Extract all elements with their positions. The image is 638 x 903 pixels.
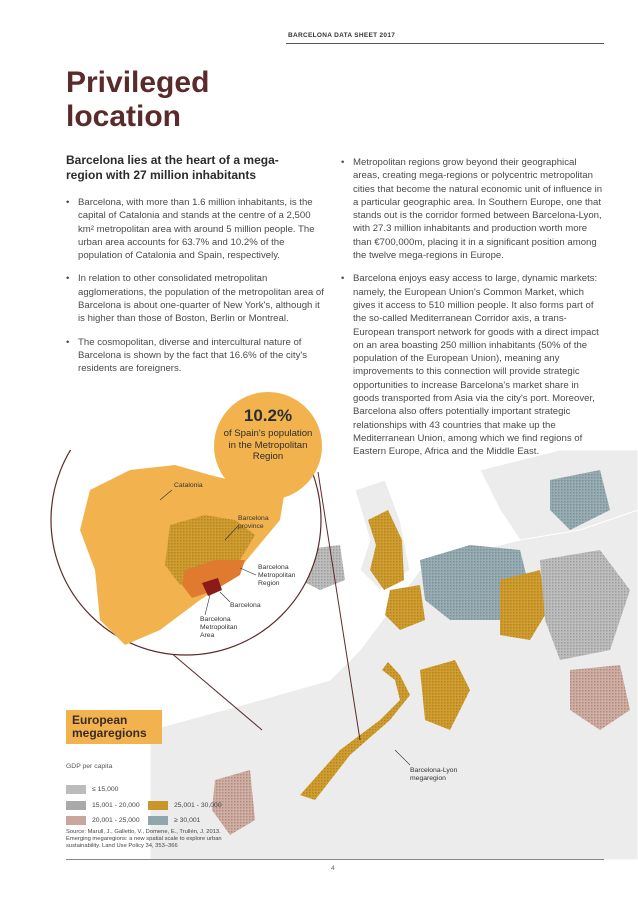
legend-label-2: 15,001 - 20,000 <box>92 802 140 809</box>
stat-value: 10.2% <box>243 406 293 425</box>
header-title: BARCELONA DATA SHEET 2017 <box>288 32 396 39</box>
page-title <box>66 66 286 134</box>
page-title-line-2: location <box>66 100 182 133</box>
label-metropolitan-area: Barcelona Metropolitan Area <box>200 616 238 639</box>
legend-label-4: 25,001 - 30,000 <box>174 802 222 809</box>
left-column <box>66 196 326 386</box>
legend-swatch-5 <box>148 816 168 825</box>
legend-swatch-4 <box>148 801 168 810</box>
gdp-label: GDP per capita <box>66 763 113 770</box>
page-title-line-1: Privileged <box>66 66 210 99</box>
legend-title-line-1: European <box>72 713 128 727</box>
label-metropolitan-region: Barcelona Metropolitan Region <box>258 564 296 587</box>
legend-label-1: ≤ 15,000 <box>92 786 119 793</box>
legend-swatch-3 <box>66 816 86 825</box>
right-bullet-1: • Metropolitan regions grow beyond their geographical areas, creating mega-regions or polycentric metropolitan cities that become the natural economic unit of influence in a particular geographic area. In Southern Europe, one that stands out is the corridor formed between Barcelona-Lyon, with 27.3 million inhabitants and production worth more than €700,000m, placing it in a significant position among the twelve mega-regions in Europe. <box>341 156 603 262</box>
left-bullet-3: • The cosmopolitan, diverse and intercultural nature of Barcelona is shown by the fact that 16.6% of the city's residents are foreigners. <box>66 336 326 376</box>
legend-label-5: ≥ 30,001 <box>174 817 201 824</box>
stat-circle <box>214 392 322 500</box>
footer-divider <box>66 859 604 860</box>
section-subtitle: Barcelona lies at the heart of a mega-region with 27 million inhabitants <box>66 153 279 182</box>
legend-label-3: 20,001 - 25,000 <box>92 817 140 824</box>
source-note: Source: Marull, J., Galletto, V., Domene, E., Trullén, J. 2013. Emerging megaregions: a new spatial scale to explore urban sustainability. Land Use Policy 34, 353–366 <box>66 829 222 849</box>
legend-title <box>66 710 162 744</box>
right-bullet-2: • Barcelona enjoys easy access to large, dynamic markets: namely, the European Union's Common Market, which gives it access to 510 million people. It also forms part of the so-called Mediterranean Corridor axis, a trans-European transport network for goods with a direct impact on an area boasting 250 million inhabitants (50% of the population of the European Union), meaning any improvements to this connection will provide strategic opportunities to increase Barcelona's market share in goods transported from Asia via the city's port. Moreover, Barcelona also offers potentially important strategic relationships with 43 countries that make up the Mediterranean Union, among which we find regions of Eastern Europe, Africa and the Middle East. <box>341 272 603 458</box>
right-column <box>341 156 603 469</box>
legend-title-line-2: megaregions <box>72 726 147 740</box>
label-barcelona-province: Barcelona province <box>238 515 269 530</box>
legend-swatch-1 <box>66 785 86 794</box>
label-catalonia: Catalonia <box>174 482 203 489</box>
left-bullet-2: • In relation to other consolidated metropolitan agglomerations, the population of the metropolitan area of Barcelona is about one-quarter of New York's, although it is higher than those of Boston, Berlin or Montreal. <box>66 272 326 325</box>
header-divider <box>286 43 604 44</box>
label-barcelona-lyon-megaregion: Barcelona-Lyon megaregion <box>410 767 458 782</box>
left-bullet-1: • Barcelona, with more than 1.6 million inhabitants, is the capital of Catalonia and stands at the centre of a 2,500 km² metropolitan area with around 5 million people. The urban area accounts for 63.7% and 10.2% of the population of Catalonia and Spain, respectively. <box>66 196 326 262</box>
label-barcelona: Barcelona <box>230 602 261 609</box>
stat-label: of Spain's population in the Metropolitan Region <box>223 428 313 462</box>
legend-swatch-2 <box>66 801 86 810</box>
europe-megaregion-map <box>0 450 638 860</box>
page-number: 4 <box>331 865 335 872</box>
